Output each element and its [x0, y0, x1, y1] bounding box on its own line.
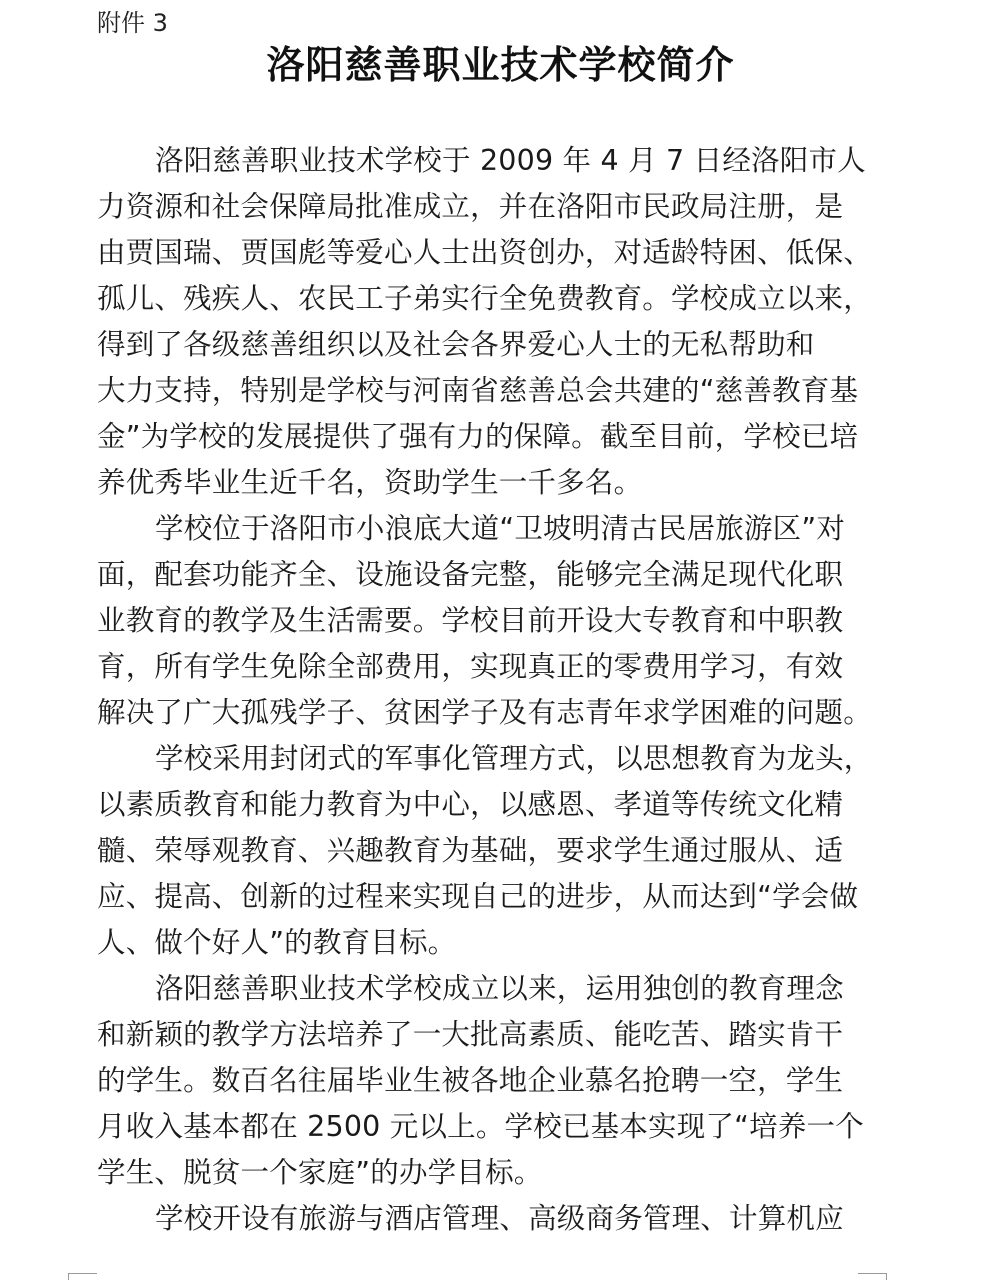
page-corner-mark-left [68, 1273, 97, 1280]
paragraph-2-line-4: 育，所有学生免除全部费用，实现真正的零费用学习，有效 [97, 650, 844, 683]
paragraph-2-line-2: 面，配套功能齐全、设施设备完整，能够完全满足现代化职 [97, 558, 844, 591]
paragraph-2-line-3: 业教育的教学及生活需要。学校目前开设大专教育和中职教 [97, 604, 844, 637]
paragraph-1-line-2: 力资源和社会保障局批准成立，并在洛阳市民政局注册，是 [97, 190, 844, 223]
paragraph-3-line-5: 人、做个好人”的教育目标。 [97, 926, 457, 959]
document-title: 洛阳慈善职业技术学校简介 [266, 43, 735, 87]
paragraph-1-line-6: 大力支持，特别是学校与河南省慈善总会共建的“慈善教育基 [97, 374, 859, 407]
paragraph-4-line-2: 和新颖的教学方法培养了一大批高素质、能吃苦、踏实肯干 [97, 1018, 844, 1051]
paragraph-2-line-5: 解决了广大孤残学子、贫困学子及有志青年求学困难的问题。 [97, 696, 872, 729]
paragraph-2-line-1: 学校位于洛阳市小浪底大道“卫坡明清古民居旅游区”对 [155, 512, 846, 545]
paragraph-1-line-7: 金”为学校的发展提供了强有力的保障。截至目前，学校已培 [97, 420, 859, 453]
paragraph-3-line-4: 应、提高、创新的过程来实现自己的进步，从而达到“学会做 [97, 880, 859, 913]
paragraph-1-line-3: 由贾国瑞、贾国彪等爱心人士出资创办，对适龄特困、低保、 [97, 236, 872, 269]
paragraph-3-line-1: 学校采用封闭式的军事化管理方式，以思想教育为龙头， [155, 742, 873, 775]
paragraph-4-line-4: 月收入基本都在 2500 元以上。学校已基本实现了“培养一个 [97, 1110, 864, 1143]
paragraph-4-line-3: 的学生。数百名往届毕业生被各地企业慕名抢聘一空，学生 [97, 1064, 844, 1097]
page-corner-mark-right [858, 1273, 887, 1280]
paragraph-4-line-1: 洛阳慈善职业技术学校成立以来，运用独创的教育理念 [155, 972, 844, 1005]
paragraph-5-line-1: 学校开设有旅游与酒店管理、高级商务管理、计算机应 [155, 1202, 844, 1235]
paragraph-1-line-1: 洛阳慈善职业技术学校于 2009 年 4 月 7 日经洛阳市人 [155, 144, 866, 177]
paragraph-3-line-2: 以素质教育和能力教育为中心，以感恩、孝道等传统文化精 [97, 788, 844, 821]
paragraph-4-line-5: 学生、脱贫一个家庭”的办学目标。 [97, 1156, 543, 1189]
paragraph-1-line-4: 孤儿、残疾人、农民工子弟实行全免费教育。学校成立以来， [97, 282, 872, 315]
paragraph-1-line-5: 得到了各级慈善组织以及社会各界爱心人士的无私帮助和 [97, 328, 815, 361]
paragraph-3-line-3: 髓、荣辱观教育、兴趣教育为基础，要求学生通过服从、适 [97, 834, 844, 867]
paragraph-1-line-8: 养优秀毕业生近千名，资助学生一千多名。 [97, 466, 643, 499]
attachment-label: 附件 3 [97, 9, 168, 37]
